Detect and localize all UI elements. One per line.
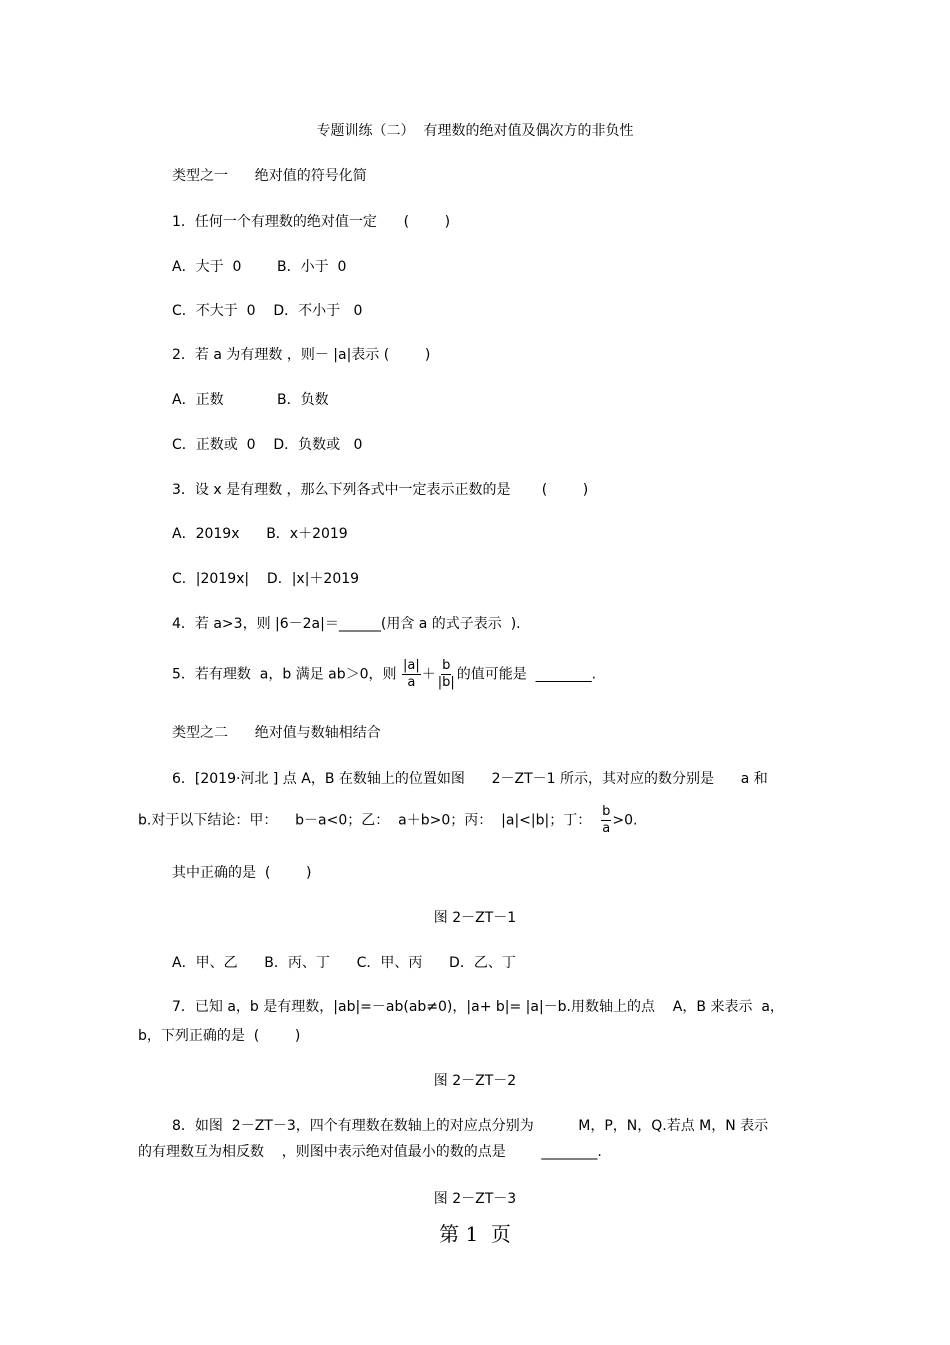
question-7-line-2: b，下列正确的是 ( ) <box>138 1028 301 1044</box>
question-5-stem <box>172 658 596 691</box>
question-6-line-2-pre: b.对于以下结论：甲： b－a<0；乙： a＋b>0；丙： |a|<|b|；丁： <box>138 812 601 829</box>
question-3-options-cd: C．|2019x| D．|x|＋2019 <box>172 571 360 587</box>
question-8-line-2: 的有理数互为相反数 ，则图中表示绝对值最小的数的点是 ________. <box>138 1144 602 1160</box>
fraction-denominator: a <box>602 821 611 836</box>
page-number-footer: 第 1 页 <box>439 1222 511 1246</box>
question-5-text-post: 的值可能是 ________. <box>456 666 597 683</box>
section-heading-1: 类型之一 绝对值的符号化简 <box>172 168 367 184</box>
question-6-line-3: 其中正确的是 ( ) <box>172 865 312 881</box>
question-2-options-ab: A．正数 B．负数 <box>172 392 329 408</box>
question-1-stem: 1．任何一个有理数的绝对值一定 ( ) <box>172 214 451 230</box>
question-6-line-1: 6．[2019·河北 ] 点 A，B 在数轴上的位置如图 2－ZT－1 所示，其对应的数分别是 a 和 <box>172 771 768 787</box>
question-6-line-2 <box>138 804 637 837</box>
figure-caption-2-zt-3: 图 2－ZT－3 <box>433 1191 517 1207</box>
plus-sign: ＋ <box>421 666 436 683</box>
question-7-line-1: 7．已知 a，b 是有理数，|ab|=－ab(ab≠0)，|a+ b|= |a|－b.用数轴上的点 A，B 来表示 a， <box>172 999 784 1015</box>
fraction-denominator: a <box>407 675 416 690</box>
figure-caption-2-zt-1: 图 2－ZT－1 <box>433 910 517 926</box>
question-2-stem: 2．若 a 为有理数 ，则－ |a|表示 ( ) <box>172 347 431 363</box>
fraction-abs-a-over-a <box>402 658 421 691</box>
section-heading-2: 类型之二 绝对值与数轴相结合 <box>172 725 381 741</box>
question-3-options-ab: A．2019x B．x＋2019 <box>172 526 348 542</box>
question-6-options: A．甲、乙 B．丙、丁 C．甲、丙 D．乙、丁 <box>172 955 516 971</box>
question-5-text-pre: 5．若有理数 a，b 满足 ab＞0，则 <box>172 666 401 683</box>
question-1-options-cd: C．不大于 0 D．不小于 0 <box>172 303 363 319</box>
question-3-stem: 3．设 x 是有理数 ，那么下列各式中一定表示正数的是 ( ) <box>172 482 589 498</box>
fraction-numerator: |a| <box>403 658 420 673</box>
question-6-line-2-post: >0. <box>612 812 638 829</box>
fraction-b-over-abs-b <box>437 658 456 691</box>
fraction-denominator: |b| <box>437 675 455 690</box>
page-title: 专题训练（二） 有理数的绝对值及偶次方的非负性 <box>316 123 634 139</box>
question-8-line-1: 8．如图 2－ZT－3，四个有理数在数轴上的对应点分别为 M，P，N，Q.若点 M，N 表示 <box>172 1118 769 1134</box>
question-2-options-cd: C．正数或 0 D．负数或 0 <box>172 437 363 453</box>
fraction-b-over-a <box>601 804 611 837</box>
fraction-numerator: b <box>602 804 611 819</box>
fraction-numerator: b <box>442 658 451 673</box>
figure-caption-2-zt-2: 图 2－ZT－2 <box>433 1073 517 1089</box>
question-1-options-ab: A．大于 0 B．小于 0 <box>172 259 347 275</box>
question-4-stem: 4．若 a>3，则 |6－2a|＝______(用含 a 的式子表示 ). <box>172 616 521 632</box>
